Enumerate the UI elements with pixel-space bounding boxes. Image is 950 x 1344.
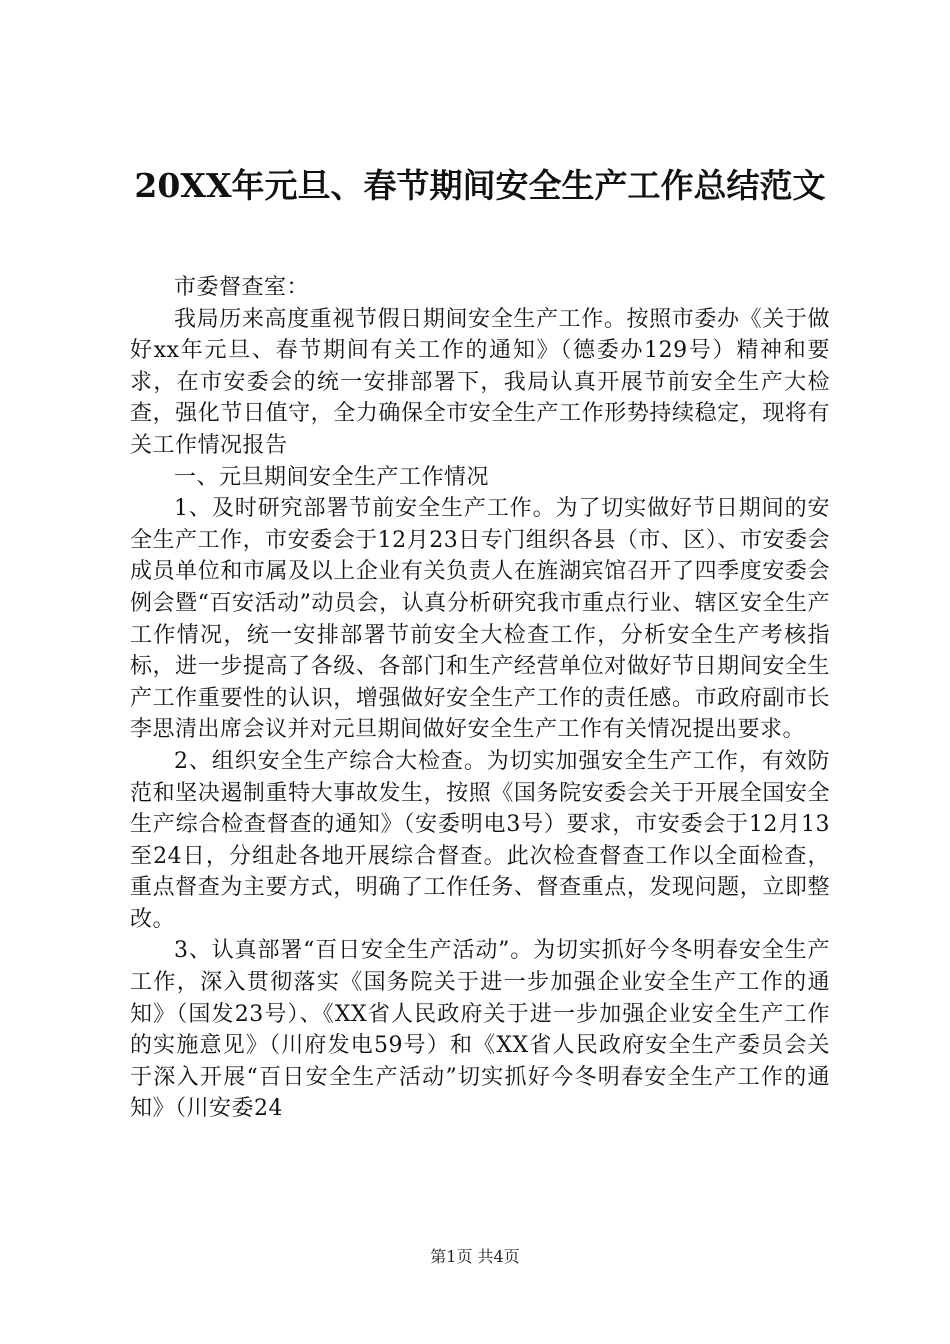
section-heading: 一、元旦期间安全生产工作情况: [174, 464, 490, 490]
document-title: 20XX年元旦、春节期间安全生产工作总结范文: [134, 166, 826, 205]
paragraph-item-2: 2、组织安全生产综合大检查。为切实加强安全生产工作，有效防范和坚决遏制重特大事故发生，按照《国务院安委会关于开展全国安全生产综合检查督查的通知》（安委明电3号）要求，市安委会于12月13至24日，分组赴各地开展综合督查。此次检查督查工作以全面检查，重点督查为主要方式，明确了工作任务、督查重点，发现问题，立即整改。: [130, 748, 830, 932]
paragraph-item-3: 3、认真部署“百日安全生产活动”。为切实抓好今冬明春安全生产工作，深入贯彻落实《国务院关于进一步加强企业安全生产工作的通知》（国发23号）、《XX省人民政府关于进一步加强企业安全生产工作的实施意见》（川府发电59号）和《XX省人民政府安全生产委员会关于深入开展“百日安全生产活动”切实抓好今冬明春安全生产工作的通知》（川安委24: [130, 938, 830, 1122]
paragraph-item-1: 1、及时研究部署节前安全生产工作。为了切实做好节日期间的安全生产工作，市安委会于12月23日专门组织各县（市、区）、市安委会成员单位和市属及以上企业有关负责人在旌湖宾馆召开了四季度安委会例会暨“百安活动”动员会，认真分析研究我市重点行业、辖区安全生产工作情况，统一安排部署节前安全大检查工作，分析安全生产考核指标，进一步提高了各级、各部门和生产经营单位对做好节日期间安全生产工作重要性的认识，增强做好安全生产工作的责任感。市政府副市长李思清出席会议并对元旦期间做好安全生产工作有关情况提出要求。: [130, 496, 830, 743]
page-number-footer: 第1页 共4页: [430, 1247, 520, 1266]
salutation: 市委督查室：: [174, 275, 310, 300]
paragraph-intro: 我局历来高度重视节假日期间安全生产工作。按照市委办《关于做好xx年元旦、春节期间有关工作的通知》（德委办129号）精神和要求，在市安委会的统一安排部署下，我局认真开展节前安全生产大检查，强化节日值守，全力确保全市安全生产工作形势持续稳定，现将有关工作情况报告: [130, 306, 830, 458]
document-body: [130, 272, 830, 1125]
